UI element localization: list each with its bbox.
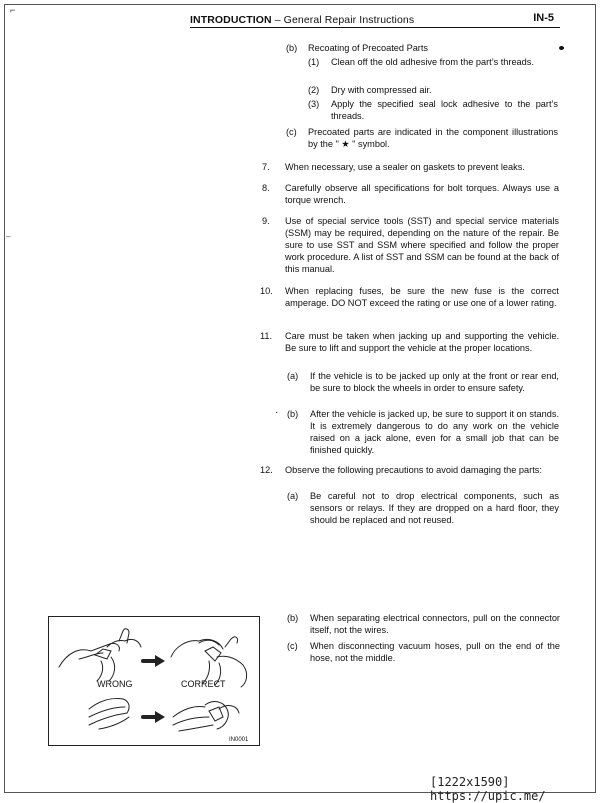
item-b-label: (b)	[286, 43, 298, 53]
figure-code: IN0001	[229, 737, 249, 743]
item-b-heading: Recoating of Precoated Parts	[308, 43, 429, 53]
item-11-text: Care must be taken when jacking up and supporting the vehicle. Be sure to lift and support the vehicle at the proper locations.	[285, 331, 559, 353]
item-c-text: Precoated parts are indicated in the component illustrations by the " ★ " symbol.	[308, 127, 558, 149]
item-7-text: When necessary, use a sealer on gaskets to prevent leaks.	[285, 162, 525, 172]
item-8-text: Carefully observe all specifications for bolt torques. Always use a torque wrench.	[285, 183, 559, 205]
page-header-title: INTRODUCTION – General Repair Instructions	[190, 14, 415, 26]
wrong-label: WRONG	[97, 679, 133, 689]
subitem-1-label: (1)	[308, 57, 320, 67]
connector-illustration	[48, 616, 260, 746]
margin-mark: –	[6, 232, 11, 241]
item-12-text: Observe the following precautions to avoid damaging the parts:	[285, 465, 542, 475]
item-11b-label: (b)	[287, 409, 299, 419]
margin-dot	[559, 46, 564, 50]
item-9-text: Use of special service tools (SST) and special service materials (SSM) may be required, depending on the nature of the repair. Be sure to use SST and SSM where specified and follow the proper work procedure. A list of SST and SSM can be found at the back of this manual.	[285, 216, 559, 274]
header-rule	[190, 27, 560, 28]
item-11a-text: If the vehicle is to be jacked up only at the front or rear end, be sure to block the wheels in order to ensure safety.	[310, 371, 559, 393]
item-11-number: 11.	[260, 331, 273, 341]
item-12b-label: (b)	[287, 613, 299, 623]
subitem-3-text: Apply the specified seal lock adhesive to the part’s threads.	[331, 99, 558, 121]
subitem-3-label: (3)	[308, 99, 320, 109]
page-number: IN-5	[533, 12, 554, 24]
subitem-2-text: Dry with compressed air.	[331, 85, 432, 95]
item-7-number: 7.	[262, 162, 270, 172]
item-12c-label: (c)	[287, 641, 298, 651]
subitem-2-label: (2)	[308, 85, 320, 95]
subitem-1-text: Clean off the old adhesive from the part’s threads.	[331, 57, 534, 67]
item-9-number: 9.	[262, 216, 270, 226]
item-c-label: (c)	[286, 127, 297, 137]
item-12a-label: (a)	[287, 491, 299, 501]
item-8-number: 8.	[262, 183, 270, 193]
item-12c-text: When disconnecting vacuum hoses, pull on the end of the hose, not the middle.	[310, 641, 560, 663]
item-12a-text: Be careful not to drop electrical components, such as sensors or relays. If they are dropped on a hard floor, they should be replaced and not reused.	[310, 491, 559, 525]
item-11b-text: After the vehicle is jacked up, be sure to support it on stands. It is extremely dangerous to do any work on the vehicle raised on a jack alone, even for a small job that can be finished quickly.	[310, 409, 559, 455]
item-10-text: When replacing fuses, be sure the new fuse is the correct amperage. DO NOT exceed the rating or use one of a lower rating.	[285, 286, 559, 308]
item-11a-label: (a)	[287, 371, 299, 381]
item-10-number: 10.	[260, 286, 273, 296]
item-12-number: 12.	[260, 465, 273, 475]
item-12b-text: When separating electrical connectors, pull on the connector itself, not the wires.	[310, 613, 560, 635]
connector-drawing	[49, 617, 259, 745]
image-watermark: [1222x1590] https://upic.me/	[430, 775, 546, 803]
margin-bullet: ·	[275, 407, 279, 418]
corner-mark: ⌐	[10, 5, 16, 15]
correct-label: CORRECT	[181, 679, 226, 689]
